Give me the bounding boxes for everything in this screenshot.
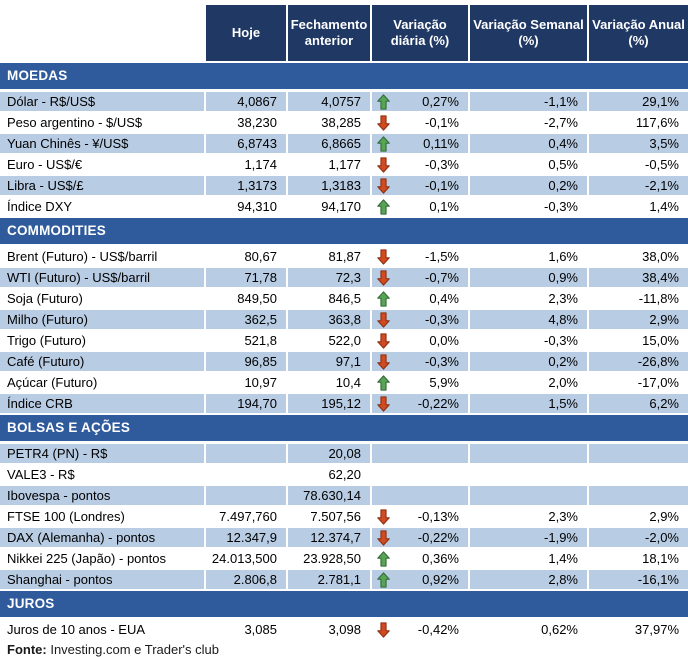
cell-fechamento-anterior: 522,0 xyxy=(286,331,370,350)
table-row xyxy=(0,549,688,568)
cell-variacao-semanal: 0,9% xyxy=(468,268,587,287)
cell-variacao-diaria: 0,36% xyxy=(370,549,468,568)
row-label: Peso argentino - $/US$ xyxy=(7,115,143,130)
cell-variacao-diaria: 0,92% xyxy=(370,570,468,589)
table-row xyxy=(0,373,688,392)
row-label: Soja (Futuro) xyxy=(7,291,83,306)
cell-hoje: 3,085 xyxy=(204,620,286,639)
cell-variacao-anual xyxy=(587,486,688,505)
cell-fechamento-anterior: 7.507,56 xyxy=(286,507,370,526)
cell-variacao-anual: 2,9% xyxy=(587,507,688,526)
cell-variacao-anual: -26,8% xyxy=(587,352,688,371)
row-label: Libra - US$/£ xyxy=(0,176,204,195)
table-body xyxy=(0,63,688,639)
cell-variacao-diaria: -1,5% xyxy=(370,247,468,266)
arrow-down-icon xyxy=(377,354,390,370)
cell-fechamento-anterior: 23.928,50 xyxy=(286,549,370,568)
table-row xyxy=(0,570,688,589)
cell-fechamento-anterior: 2.781,1 xyxy=(286,570,370,589)
cell-variacao-semanal: 0,2% xyxy=(468,352,587,371)
row-label: WTI (Futuro) - US$/barril xyxy=(0,268,204,287)
cell-variacao-semanal: 0,5% xyxy=(468,155,587,174)
cell-variacao-anual: -0,5% xyxy=(587,155,688,174)
cell-hoje: 71,78 xyxy=(204,268,286,287)
section-header-moedas xyxy=(0,63,688,89)
table-row xyxy=(0,134,688,153)
arrow-down-icon xyxy=(377,157,390,173)
cell-fechamento-anterior: 363,8 xyxy=(286,310,370,329)
cell-variacao-anual: 3,5% xyxy=(587,134,688,153)
cell-variacao-diaria xyxy=(370,444,468,463)
arrow-up-icon xyxy=(377,136,390,152)
cell-variacao-diaria: 0,27% xyxy=(370,92,468,111)
cell-variacao-semanal xyxy=(468,444,587,463)
cell-variacao-anual: 18,1% xyxy=(587,549,688,568)
cell-variacao-anual: 37,97% xyxy=(587,620,688,639)
arrow-up-icon xyxy=(377,551,390,567)
cell-variacao-anual: 6,2% xyxy=(587,394,688,413)
cell-variacao-semanal: 1,5% xyxy=(468,394,587,413)
arrow-down-icon xyxy=(377,115,390,131)
cell-hoje: 38,230 xyxy=(204,113,286,132)
cell-hoje: 849,50 xyxy=(204,289,286,308)
cell-variacao-diaria: -0,3% xyxy=(370,352,468,371)
cell-hoje: 94,310 xyxy=(204,197,286,216)
table-row xyxy=(0,465,688,484)
cell-variacao-diaria: 0,0% xyxy=(370,331,468,350)
cell-hoje: 194,70 xyxy=(204,394,286,413)
cell-hoje xyxy=(204,465,286,484)
table-section xyxy=(0,591,688,639)
arrow-down-icon xyxy=(377,530,390,546)
source-note xyxy=(7,642,688,657)
section-title: BOLSAS E AÇÕES xyxy=(7,420,131,435)
cell-fechamento-anterior: 72,3 xyxy=(286,268,370,287)
cell-variacao-semanal: 2,8% xyxy=(468,570,587,589)
table-section xyxy=(0,218,688,413)
column-header-hoje: Hoje xyxy=(204,5,286,61)
cell-fechamento-anterior: 3,098 xyxy=(286,620,370,639)
cell-variacao-diaria: -0,1% xyxy=(370,176,468,195)
cell-variacao-anual: 38,4% xyxy=(587,268,688,287)
cell-variacao-diaria: 0,11% xyxy=(370,134,468,153)
cell-variacao-anual: 1,4% xyxy=(587,197,688,216)
table-section xyxy=(0,415,688,589)
source-text: Investing.com e Trader's club xyxy=(46,642,220,657)
header-corner-spacer xyxy=(0,5,204,61)
cell-variacao-anual xyxy=(587,444,688,463)
table-row xyxy=(0,197,688,216)
table-row xyxy=(0,394,688,413)
cell-variacao-anual: 29,1% xyxy=(587,92,688,111)
cell-fechamento-anterior: 195,12 xyxy=(286,394,370,413)
cell-variacao-semanal: 0,62% xyxy=(468,620,587,639)
section-header-bolsas-e-acoes xyxy=(0,415,688,441)
arrow-up-icon xyxy=(377,199,390,215)
cell-fechamento-anterior: 38,285 xyxy=(286,113,370,132)
section-header-juros xyxy=(0,591,688,617)
arrow-down-icon xyxy=(377,249,390,265)
cell-variacao-semanal: -2,7% xyxy=(468,113,587,132)
cell-variacao-semanal xyxy=(468,465,587,484)
arrow-up-icon xyxy=(377,94,390,110)
cell-variacao-semanal: 2,3% xyxy=(468,507,587,526)
market-summary-table xyxy=(0,5,688,657)
cell-fechamento-anterior: 10,4 xyxy=(286,373,370,392)
row-label: Açúcar (Futuro) xyxy=(7,375,98,390)
arrow-down-icon xyxy=(377,333,390,349)
cell-hoje: 24.013,500 xyxy=(204,549,286,568)
row-label: Trigo (Futuro) xyxy=(7,333,86,348)
table-row xyxy=(0,268,688,287)
column-header-fechamento-anterior: Fechamento anterior xyxy=(286,5,370,61)
cell-variacao-anual: 38,0% xyxy=(587,247,688,266)
arrow-down-icon xyxy=(377,312,390,328)
row-label: Brent (Futuro) - US$/barril xyxy=(7,249,158,264)
row-label: Índice CRB xyxy=(0,394,204,413)
cell-hoje: 4,0867 xyxy=(204,92,286,111)
source-label: Fonte: xyxy=(7,642,47,657)
table-row xyxy=(0,444,688,463)
cell-variacao-anual: -2,0% xyxy=(587,528,688,547)
cell-hoje: 521,8 xyxy=(204,331,286,350)
section-header-commodities xyxy=(0,218,688,244)
row-label: Milho (Futuro) xyxy=(0,310,204,329)
cell-variacao-anual: 117,6% xyxy=(587,113,688,132)
cell-variacao-anual: -17,0% xyxy=(587,373,688,392)
cell-variacao-semanal: -1,1% xyxy=(468,92,587,111)
cell-variacao-semanal: -0,3% xyxy=(468,331,587,350)
row-label: DAX (Alemanha) - pontos xyxy=(0,528,204,547)
arrow-up-icon xyxy=(377,291,390,307)
row-label: Café (Futuro) xyxy=(0,352,204,371)
cell-variacao-anual: -11,8% xyxy=(587,289,688,308)
column-header-variacao-anual: Variação Anual (%) xyxy=(587,5,688,61)
column-header-variacao-diaria: Variação diária (%) xyxy=(370,5,468,61)
row-label: PETR4 (PN) - R$ xyxy=(0,444,204,463)
table-row xyxy=(0,507,688,526)
cell-variacao-anual: -2,1% xyxy=(587,176,688,195)
cell-variacao-semanal: 1,4% xyxy=(468,549,587,568)
arrow-down-icon xyxy=(377,622,390,638)
table-row xyxy=(0,352,688,371)
cell-fechamento-anterior: 94,170 xyxy=(286,197,370,216)
cell-fechamento-anterior: 97,1 xyxy=(286,352,370,371)
cell-variacao-anual: 15,0% xyxy=(587,331,688,350)
cell-fechamento-anterior: 1,177 xyxy=(286,155,370,174)
cell-variacao-semanal: 4,8% xyxy=(468,310,587,329)
cell-variacao-diaria: -0,22% xyxy=(370,528,468,547)
row-label: Dólar - R$/US$ xyxy=(0,92,204,111)
cell-variacao-anual xyxy=(587,465,688,484)
cell-variacao-semanal: 2,3% xyxy=(468,289,587,308)
cell-hoje: 10,97 xyxy=(204,373,286,392)
table-row xyxy=(0,92,688,111)
row-label: Ibovespa - pontos xyxy=(0,486,204,505)
cell-variacao-diaria: -0,3% xyxy=(370,310,468,329)
table-row xyxy=(0,331,688,350)
cell-variacao-diaria xyxy=(370,486,468,505)
table-row xyxy=(0,176,688,195)
cell-variacao-diaria: -0,13% xyxy=(370,507,468,526)
section-title: MOEDAS xyxy=(7,68,68,83)
arrow-down-icon xyxy=(377,270,390,286)
table-row xyxy=(0,155,688,174)
column-header-variacao-semanal: Variação Semanal (%) xyxy=(468,5,587,61)
cell-hoje: 6,8743 xyxy=(204,134,286,153)
table-row xyxy=(0,289,688,308)
cell-variacao-semanal: 0,4% xyxy=(468,134,587,153)
cell-variacao-diaria: 0,1% xyxy=(370,197,468,216)
cell-fechamento-anterior: 4,0757 xyxy=(286,92,370,111)
table-row xyxy=(0,528,688,547)
cell-hoje: 1,174 xyxy=(204,155,286,174)
arrow-down-icon xyxy=(377,509,390,525)
cell-hoje: 362,5 xyxy=(204,310,286,329)
row-label: FTSE 100 (Londres) xyxy=(7,509,125,524)
section-title: COMMODITIES xyxy=(7,223,106,238)
cell-fechamento-anterior: 20,08 xyxy=(286,444,370,463)
table-row xyxy=(0,113,688,132)
cell-variacao-semanal: -0,3% xyxy=(468,197,587,216)
cell-hoje xyxy=(204,444,286,463)
cell-variacao-anual: 2,9% xyxy=(587,310,688,329)
section-title: JUROS xyxy=(7,596,55,611)
row-label: Índice DXY xyxy=(7,199,73,214)
cell-variacao-diaria: -0,42% xyxy=(370,620,468,639)
cell-variacao-diaria: -0,1% xyxy=(370,113,468,132)
cell-hoje: 12.347,9 xyxy=(204,528,286,547)
cell-fechamento-anterior: 1,3183 xyxy=(286,176,370,195)
table-row xyxy=(0,486,688,505)
row-label: VALE3 - R$ xyxy=(7,467,75,482)
arrow-down-icon xyxy=(377,396,390,412)
cell-variacao-semanal: 1,6% xyxy=(468,247,587,266)
cell-hoje: 1,3173 xyxy=(204,176,286,195)
cell-variacao-diaria: -0,22% xyxy=(370,394,468,413)
row-label: Juros de 10 anos - EUA xyxy=(7,622,146,637)
cell-fechamento-anterior: 6,8665 xyxy=(286,134,370,153)
row-label: Shanghai - pontos xyxy=(0,570,204,589)
cell-variacao-diaria xyxy=(370,465,468,484)
cell-variacao-diaria: -0,3% xyxy=(370,155,468,174)
cell-variacao-semanal: 0,2% xyxy=(468,176,587,195)
cell-variacao-semanal: 2,0% xyxy=(468,373,587,392)
cell-hoje: 7.497,760 xyxy=(204,507,286,526)
arrow-up-icon xyxy=(377,375,390,391)
cell-fechamento-anterior: 81,87 xyxy=(286,247,370,266)
table-row xyxy=(0,247,688,266)
cell-fechamento-anterior: 62,20 xyxy=(286,465,370,484)
arrow-up-icon xyxy=(377,572,390,588)
cell-fechamento-anterior: 846,5 xyxy=(286,289,370,308)
cell-variacao-semanal xyxy=(468,486,587,505)
table-row xyxy=(0,620,688,639)
cell-variacao-diaria: 5,9% xyxy=(370,373,468,392)
cell-hoje: 80,67 xyxy=(204,247,286,266)
cell-fechamento-anterior: 12.374,7 xyxy=(286,528,370,547)
cell-variacao-diaria: 0,4% xyxy=(370,289,468,308)
row-label: Nikkei 225 (Japão) - pontos xyxy=(7,551,166,566)
table-header xyxy=(0,5,688,61)
cell-variacao-diaria: -0,7% xyxy=(370,268,468,287)
cell-hoje: 2.806,8 xyxy=(204,570,286,589)
row-label: Euro - US$/€ xyxy=(7,157,83,172)
table-section xyxy=(0,63,688,216)
cell-hoje xyxy=(204,486,286,505)
cell-fechamento-anterior: 78.630,14 xyxy=(286,486,370,505)
cell-variacao-anual: -16,1% xyxy=(587,570,688,589)
cell-hoje: 96,85 xyxy=(204,352,286,371)
cell-variacao-semanal: -1,9% xyxy=(468,528,587,547)
table-row xyxy=(0,310,688,329)
row-label: Yuan Chinês - ¥/US$ xyxy=(0,134,204,153)
arrow-down-icon xyxy=(377,178,390,194)
